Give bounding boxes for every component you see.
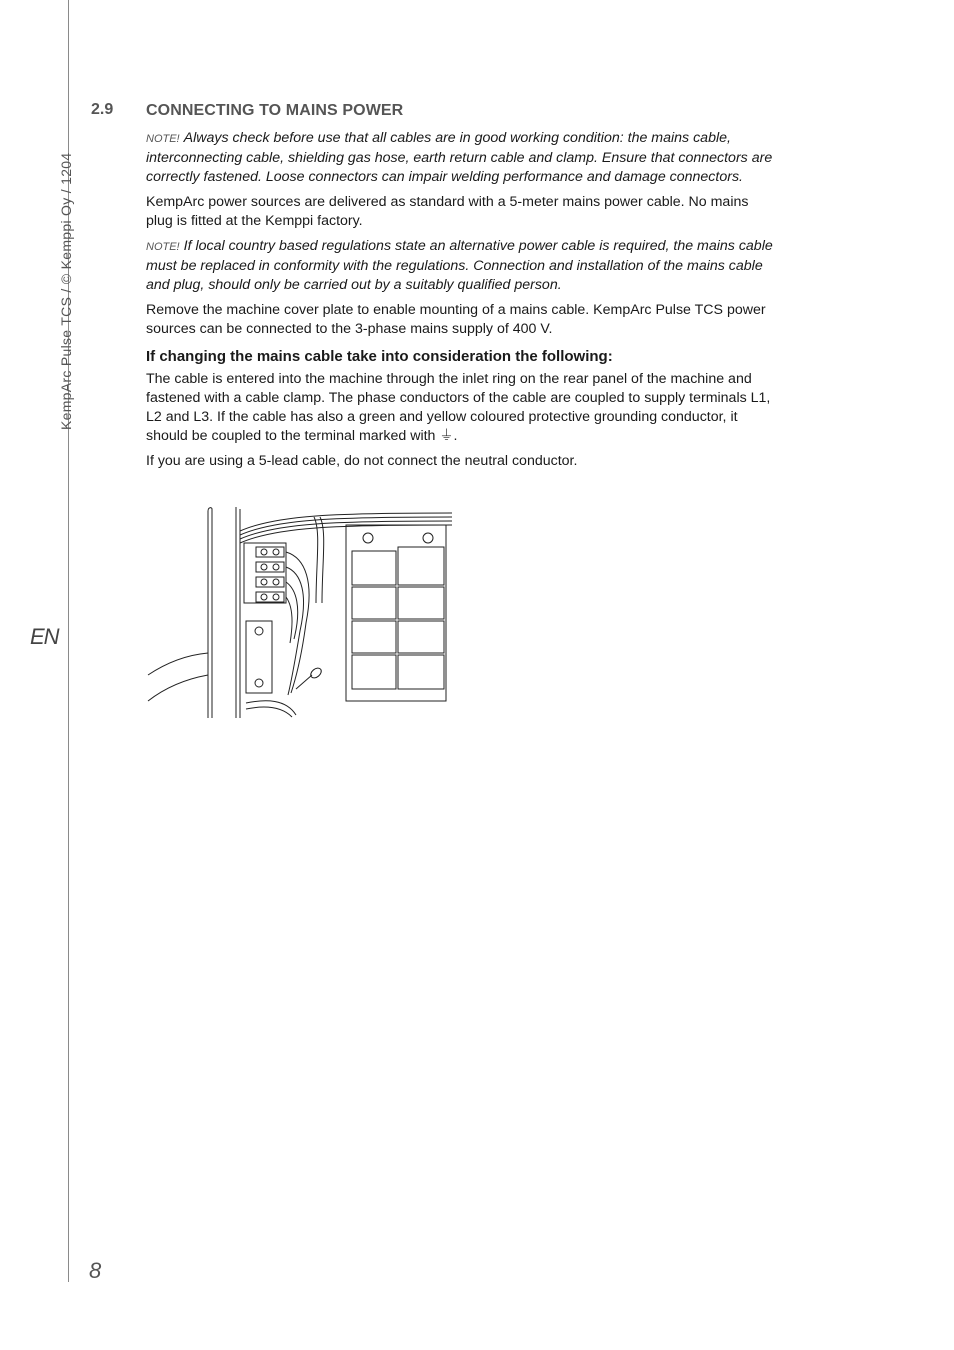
body-paragraph: Remove the machine cover plate to enable mounting of a mains cable. KempArc Pulse TCS power sources can be connected to the 3-phase mains supply of 400 V.	[146, 302, 766, 337]
note-label: NOTE!	[146, 241, 180, 253]
note-paragraph	[146, 237, 778, 295]
subheading: If changing the mains cable take into consideration the following:	[146, 348, 613, 365]
note-text: If local country based regulations state an alternative power cable is required, the mains cable must be replaced in conformity with the regulations. Connection and installation of the mains cable and plug, should only be carried out by a suitably qualified person.	[146, 238, 773, 293]
section-title: CONNECTING TO MAINS POWER	[146, 102, 404, 119]
page-number: 8	[89, 1258, 102, 1283]
section-content	[146, 98, 778, 477]
body-paragraph: KempArc power sources are delivered as standard with a 5-meter mains power cable. No mains plug is fitted at the Kemppi factory.	[146, 194, 749, 229]
terminal-connection-illustration	[146, 503, 456, 718]
note-label: NOTE!	[146, 133, 180, 145]
section-number: 2.9	[91, 101, 114, 118]
language-tag: EN	[30, 624, 59, 649]
document-side-label: KempArc Pulse TCS / © Kemppi Oy / 1204	[58, 152, 74, 430]
note-text: Always check before use that all cables are in good working condition: the mains cable, interconnecting cable, shielding gas hose, earth return cable and clamp. Ensure that connectors are correctly fastened. Loose connectors can impair welding performance and damage connectors.	[146, 130, 773, 185]
body-paragraph: The cable is entered into the machine through the inlet ring on the rear panel of the machine and fastened with a cable clamp. The phase conductors of the cable are coupled to supply terminals L1, L2 and L3. If the cable has also a green and yellow coloured protective grounding conductor, it should be coupled to the terminal marked with ⏚.	[146, 371, 771, 444]
note-paragraph	[146, 129, 778, 187]
body-paragraph: If you are using a 5-lead cable, do not connect the neutral conductor.	[146, 453, 578, 469]
